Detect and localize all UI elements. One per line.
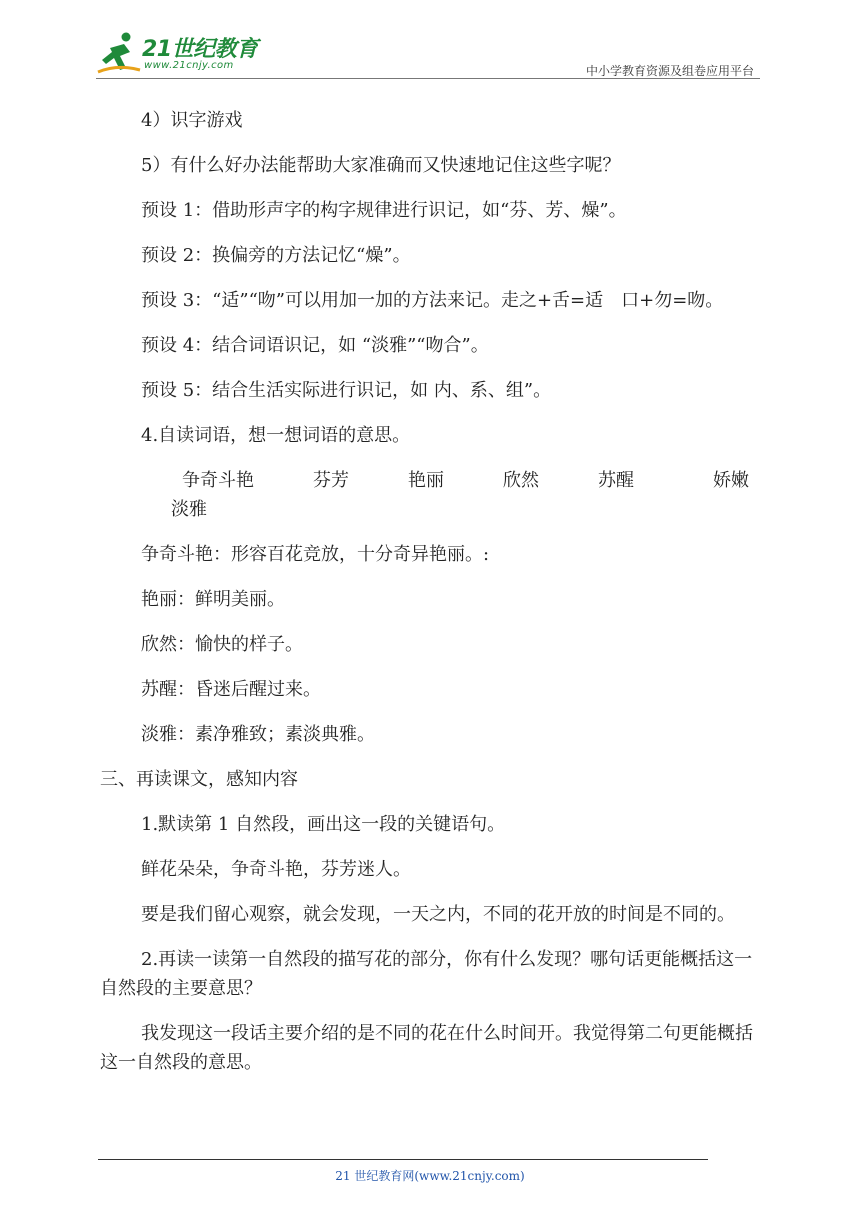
- vocab-word: 芬芳: [313, 470, 349, 491]
- definition: 争奇斗艳：形容百花竞放，十分奇异艳丽。:: [141, 544, 490, 565]
- logo-title: 21世纪教育: [142, 37, 258, 62]
- header-divider: [96, 78, 760, 79]
- runner-logo-icon: [96, 30, 142, 76]
- section-3-paragraph: 要是我们留心观察，就会发现，一天之内，不同的花开放的时间是不同的。: [141, 904, 735, 925]
- document-body: [100, 106, 764, 1093]
- site-logo[interactable]: [96, 28, 266, 78]
- preset-3: 预设 3：“适”“吻”可以用加一加的方法来记。走之+舌=适 口+勿=吻。: [141, 290, 724, 311]
- platform-tagline: 中小学教育资源及组卷应用平台: [585, 64, 754, 78]
- step-4-line: 4）识字游戏: [141, 110, 243, 131]
- vocab-word: 淡雅: [171, 499, 207, 520]
- task-4-heading: 4.自读词语，想一想词语的意思。: [141, 425, 411, 446]
- footer-divider: [98, 1159, 708, 1160]
- section-3-task-2: 2.再读一读第一自然段的描写花的部分，你有什么发现？哪句话更能概括这一自然段的主要意思？: [100, 949, 753, 999]
- preset-2: 预设 2：换偏旁的方法记忆“燥”。: [141, 245, 411, 266]
- definition: 淡雅：素净雅致；素淡典雅。: [141, 724, 375, 745]
- vocab-word: 艳丽: [408, 470, 444, 491]
- logo-url: www.21cnjy.com: [144, 60, 234, 71]
- preset-4: 预设 4：结合词语识记，如 “淡雅”“吻合”。: [141, 335, 489, 356]
- preset-5: 预设 5：结合生活实际进行识记，如 内、系、组”。: [141, 380, 552, 401]
- step-5-question: 5）有什么好办法能帮助大家准确而又快速地记住这些字呢？: [141, 155, 621, 176]
- vocab-word: 争奇斗艳: [182, 470, 254, 491]
- section-3-answer-2: 我发现这一段话主要介绍的是不同的花在什么时间开。我觉得第二句更能概括这一自然段的意思。: [100, 1023, 753, 1073]
- page-header: [96, 28, 760, 80]
- vocabulary-row: [100, 466, 764, 524]
- definition: 艳丽：鲜明美丽。: [141, 589, 285, 610]
- vocab-word: 苏醒: [598, 470, 634, 491]
- footer-link[interactable]: 21 世纪教育网(www.21cnjy.com): [335, 1169, 525, 1183]
- definition: 苏醒：昏迷后醒过来。: [141, 679, 321, 700]
- definition: 欣然：愉快的样子。: [141, 634, 303, 655]
- section-3-task-1: 1.默读第 1 自然段，画出这一段的关键语句。: [141, 814, 506, 835]
- vocab-word: 欣然: [503, 470, 539, 491]
- vocab-word: 娇嫩: [713, 470, 749, 491]
- preset-1: 预设 1：借助形声字的构字规律进行识记，如“芬、芳、燥”。: [141, 200, 627, 221]
- section-3-heading: 三、再读课文，感知内容: [100, 769, 298, 790]
- section-3-answer-1: 鲜花朵朵，争奇斗艳，芬芳迷人。: [141, 859, 411, 880]
